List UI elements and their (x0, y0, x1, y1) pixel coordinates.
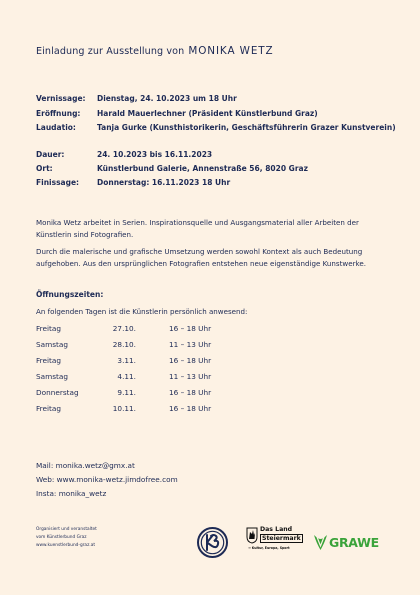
grawe-wordmark: GRAWE (329, 535, 379, 550)
row-time: 16 – 18 Uhr (169, 324, 212, 333)
eroeffnung-value: Harald Mauerlechner (Präsident Künstlerbund Graz) (97, 109, 318, 118)
contact-web: Web: www.monika-wetz.jimdofree.com (36, 475, 178, 484)
organizer-line-1: Organisiert und veranstaltet (36, 527, 97, 532)
invitation-title (36, 45, 274, 57)
dauer-label: Dauer: (36, 150, 65, 159)
row-day: Freitag (36, 404, 61, 413)
kuenstlerbund-logo (197, 527, 228, 558)
opening-hours-row (36, 324, 226, 338)
row-time: 16 – 18 Uhr (169, 356, 212, 365)
row-day: Freitag (36, 356, 61, 365)
land-line-1: Das Land (260, 526, 293, 533)
vernissage-label: Vernissage: (36, 94, 86, 103)
land-line-3: → Kultur, Europa, Sport (248, 546, 290, 550)
row-date: 4.11. (117, 372, 136, 381)
row-date: 9.11. (117, 388, 136, 397)
contact-mail: Mail: monika.wetz@gmx.at (36, 461, 135, 470)
row-day: Samstag (36, 372, 68, 381)
row-date: 27.10. (112, 324, 136, 333)
opening-hours-row (36, 356, 226, 370)
description-line-2: Künstlerin sind Fotografien. (36, 230, 134, 239)
laudatio-value: Tanja Gurke (Kunsthistorikerin, Geschäftsführerin Grazer Kunstverein) (97, 123, 396, 132)
grawe-logo (313, 533, 381, 555)
grawe-mark-icon (313, 534, 328, 551)
svg-text:KB: KB (212, 557, 214, 558)
ort-label: Ort: (36, 164, 53, 173)
row-time: 16 – 18 Uhr (169, 388, 212, 397)
finissage-value: Donnerstag: 16.11.2023 18 Uhr (97, 178, 231, 187)
eroeffnung-label: Eröffnung: (36, 109, 81, 118)
ort-value: Künstlerbund Galerie, Annenstraße 56, 8020 Graz (97, 164, 308, 173)
row-time: 11 – 13 Uhr (169, 340, 212, 349)
row-time: 16 – 18 Uhr (169, 404, 212, 413)
row-date: 3.11. (117, 356, 136, 365)
opening-hours-intro: An folgenden Tagen ist die Künstlerin persönlich anwesend: (36, 307, 248, 316)
row-day: Freitag (36, 324, 61, 333)
description-line-1: Monika Wetz arbeitet in Serien. Inspirationsquelle und Ausgangsmaterial aller Arbeiten der (36, 218, 359, 227)
land-steiermark-logo (246, 526, 301, 554)
row-day: Samstag (36, 340, 68, 349)
panther-crest-icon (246, 527, 258, 544)
row-time: 11 – 13 Uhr (169, 372, 212, 381)
opening-hours-title: Öffnungszeiten: (36, 290, 104, 299)
organizer-line-2: vom Künstlerbund Graz (36, 535, 87, 540)
opening-hours-row (36, 404, 226, 418)
title-prefix: Einladung zur Ausstellung von (36, 46, 185, 57)
description-line-4: aufgehoben. Aus den ursprünglichen Fotografien entstehen neue eigenständige Kunstwerke. (36, 259, 366, 268)
row-day: Donnerstag (36, 388, 79, 397)
row-date: 28.10. (112, 340, 136, 349)
organizer-website: www.kuenstlerbund-graz.at (36, 543, 96, 548)
artist-name: MONIKA WETZ (188, 45, 274, 57)
finissage-label: Finissage: (36, 178, 80, 187)
dauer-value: 24. 10.2023 bis 16.11.2023 (97, 150, 213, 159)
row-date: 10.11. (112, 404, 136, 413)
opening-hours-row (36, 372, 226, 386)
description-line-3: Durch die malerische und grafische Umsetzung werden sowohl Kontext als auch Bedeutung (36, 247, 363, 256)
opening-hours-row (36, 340, 226, 354)
vernissage-value: Dienstag, 24. 10.2023 um 18 Uhr (97, 94, 237, 103)
land-line-2: Steiermark (262, 535, 301, 542)
laudatio-label: Laudatio: (36, 123, 76, 132)
opening-hours-row (36, 388, 226, 402)
contact-insta: Insta: monika_wetz (36, 489, 107, 498)
